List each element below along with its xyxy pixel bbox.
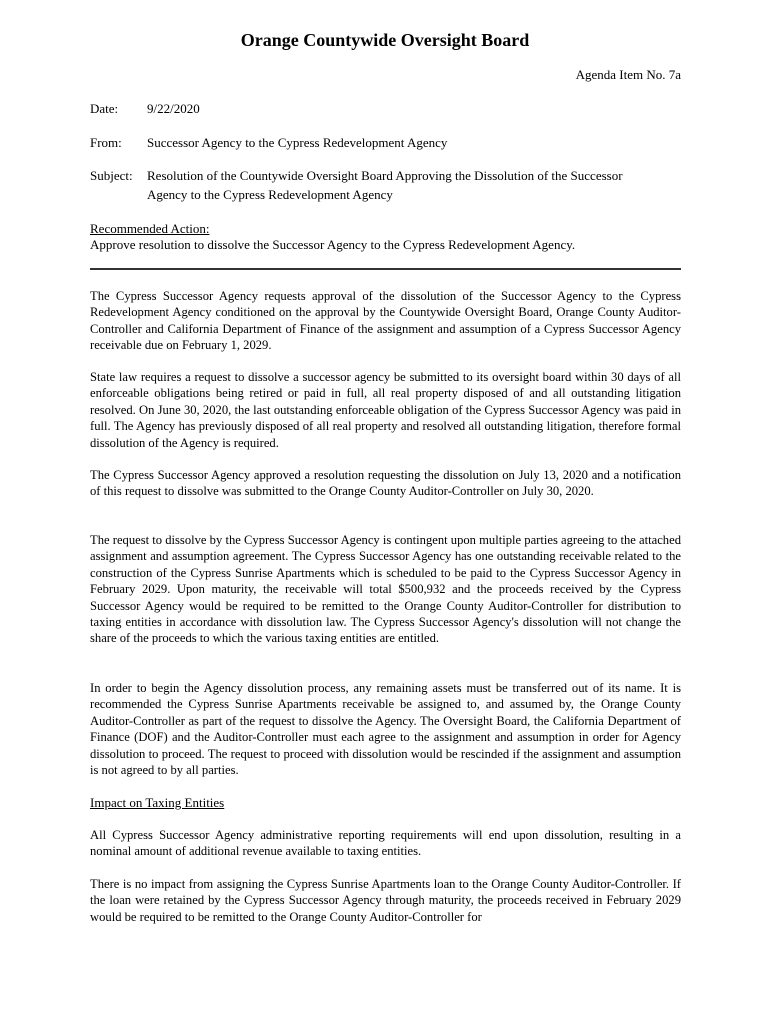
page-title: Orange Countywide Oversight Board — [240, 30, 530, 50]
date-label: Date: — [90, 101, 119, 116]
subject-label: Subject: — [90, 168, 133, 183]
recommended-action-heading: Recommended Action: — [90, 221, 210, 236]
subject-value-line1: Resolution of the Countywide Oversight Board Approving the Dissolution of the Successor — [147, 168, 623, 183]
date-value: 9/22/2020 — [147, 101, 200, 116]
paragraph-impact-reporting: All Cypress Successor Agency administrative reporting requirements will end upon dissolution, resulting in a nominal amount of additional revenue available to taxing entities. — [90, 828, 681, 859]
impact-heading: Impact on Taxing Entities — [90, 795, 225, 810]
recommended-action — [90, 221, 690, 253]
horizontal-divider — [90, 268, 681, 270]
paragraph-approval: The Cypress Successor Agency approved a resolution requesting the dissolution on July 13, 2020 and a notification of this request to dissolve was submitted to the Orange County Auditor-Controller on July 30, 2020. — [90, 468, 681, 499]
paragraph-request: The Cypress Successor Agency requests approval of the dissolution of the Successor Agency to the Cypress Redevelopment Agency conditioned on the approval by the Countywide Oversight Board, Orange County Auditor-Controller and California Department of Finance of the assignment and assumption of a Cypress Successor Agency receivable due on February 1, 2029. — [90, 289, 681, 353]
subject-value-line2: Agency to the Cypress Redevelopment Agency — [147, 187, 393, 202]
paragraph-impact-loan: There is no impact from assigning the Cypress Sunrise Apartments loan to the Orange County Auditor-Controller. If the loan were retained by the Cypress Successor Agency through maturity, the proceeds received in February 2029 would be required to be remitted to the Orange County Auditor-Controller for — [90, 877, 681, 924]
paragraph-dissolution-process: In order to begin the Agency dissolution process, any remaining assets must be transferred out of its name. It is recommended the Cypress Sunrise Apartments receivable be assigned to, and assumed by, the Orange County Auditor-Controller as part of the request to dissolve the Agency. The Oversight Board, the California Department of Finance (DOF) and the Auditor-Controller must each agree to the assignment and assumption in order for Agency dissolution to proceed. The request to proceed with dissolution would be rescinded if the assignment and assumption is not agreed to by all parties. — [90, 681, 681, 778]
paragraph-contingency: The request to dissolve by the Cypress Successor Agency is contingent upon multiple parties agreeing to the attached assignment and assumption agreement. The Cypress Successor Agency has one outstanding receivable related to the construction of the Cypress Sunrise Apartments which is scheduled to be paid to the Cypress Successor Agency in February 2029. Upon maturity, the receivable will total $500,932 and the proceeds received by the Cypress Successor Agency would be required to be remitted to the Orange County Auditor-Controller for distribution to taxing entities in accordance with dissolution law. The Cypress Successor Agency's dissolution will not change the share of the proceeds to which the various taxing entities are entitled. — [90, 533, 681, 646]
recommended-action-text: Approve resolution to dissolve the Successor Agency to the Cypress Redevelopment Agency. — [90, 237, 576, 252]
agenda-item-number: Agenda Item No. 7a — [575, 67, 681, 82]
paragraph-state-law: State law requires a request to dissolve a successor agency be submitted to its oversight board within 30 days of all enforceable obligations being retired or paid in full, all real property disposed of and all outstanding litigation resolved. On June 30, 2020, the last outstanding enforceable obligation of the Cypress Successor Agency was paid in full. The Agency has previously disposed of all real property and resolved all outstanding litigation, therefore formal dissolution of the Agency is required. — [90, 370, 681, 450]
from-label: From: — [90, 135, 122, 150]
from-value: Successor Agency to the Cypress Redevelopment Agency — [147, 135, 448, 150]
